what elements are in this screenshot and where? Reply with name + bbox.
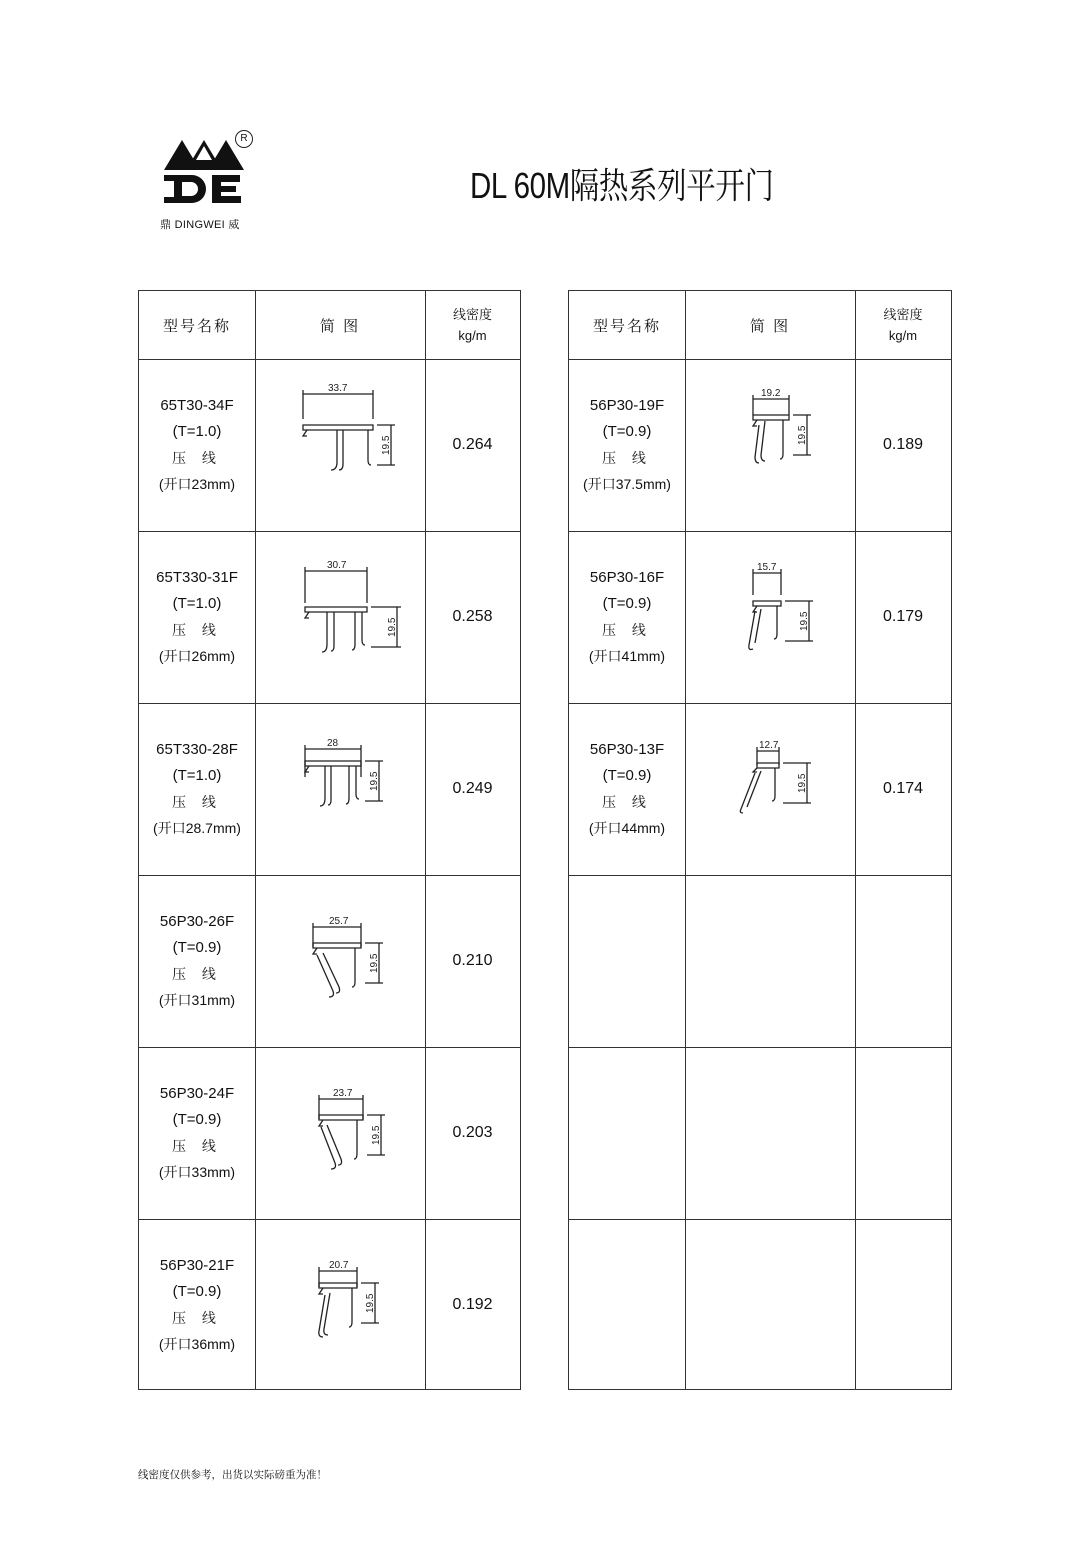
header-density-unit: kg/m	[888, 328, 918, 343]
header-model: 型号名称	[592, 317, 661, 335]
height-dimension: 19.5	[381, 435, 392, 455]
width-dimension: 30.7	[327, 560, 347, 571]
profile-diagram	[685, 531, 855, 703]
profile-diagram	[255, 531, 425, 703]
density-value: 0.189	[882, 436, 924, 453]
model-cell	[139, 1219, 255, 1391]
height-dimension: 19.5	[797, 425, 808, 445]
height-dimension: 19.5	[365, 1293, 376, 1313]
table-row	[139, 531, 520, 703]
model-thickness: (T=0.9)	[602, 595, 652, 612]
profile-diagram	[255, 359, 425, 531]
table-row	[139, 875, 520, 1047]
footnote: 线密度仅供参考，出货以实际磅重为准！	[138, 1469, 327, 1481]
height-dimension: 19.5	[369, 953, 380, 973]
model-opening: (开口37.5mm)	[583, 476, 671, 492]
density-value: 0.264	[452, 436, 493, 453]
width-dimension: 33.7	[328, 383, 348, 394]
density-value: 0.210	[452, 952, 493, 969]
model-type: 压 线	[602, 450, 652, 466]
header-density-unit: kg/m	[458, 328, 487, 343]
width-dimension: 19.2	[761, 388, 781, 399]
model-cell	[139, 531, 255, 703]
model-opening: (开口36mm)	[158, 1336, 236, 1352]
header-density-label: 线密度	[452, 307, 492, 322]
model-type: 压 线	[172, 794, 222, 810]
model-cell	[139, 359, 255, 531]
width-dimension: 20.7	[329, 1260, 349, 1271]
model-code: 56P30-21F	[159, 1257, 235, 1274]
page-title: DL 60M隔热系列平开门	[470, 165, 774, 206]
model-code: 56P30-26F	[159, 913, 235, 930]
width-dimension: 28	[327, 738, 339, 749]
model-cell	[569, 703, 685, 875]
header-diagram: 简 图	[319, 317, 361, 335]
model-code: 56P30-24F	[159, 1085, 235, 1102]
model-code: 56P30-16F	[589, 569, 665, 586]
model-cell	[569, 359, 685, 531]
width-dimension: 12.7	[759, 740, 779, 751]
table-row	[139, 1047, 520, 1219]
profile-diagram	[685, 359, 855, 531]
header-model: 型号名称	[162, 317, 231, 335]
model-opening: (开口41mm)	[588, 648, 666, 664]
model-thickness: (T=0.9)	[602, 767, 652, 784]
height-dimension: 19.5	[797, 773, 808, 793]
model-opening: (开口23mm)	[158, 476, 236, 492]
logo-brand-text: 鼎 DINGWEI 威	[160, 219, 240, 231]
density-value: 0.249	[452, 780, 493, 797]
model-code: 65T330-31F	[156, 569, 238, 586]
model-type: 压 线	[172, 1310, 222, 1326]
table-row	[569, 531, 951, 703]
model-thickness: (T=1.0)	[172, 595, 222, 612]
model-code: 65T330-28F	[156, 741, 238, 758]
model-cell	[139, 703, 255, 875]
profile-diagram	[255, 1219, 425, 1391]
density-value: 0.258	[452, 608, 493, 625]
table-row	[569, 703, 951, 875]
model-type: 压 线	[602, 794, 652, 810]
model-code: 65T30-34F	[160, 397, 234, 414]
width-dimension: 23.7	[333, 1088, 353, 1099]
model-type: 压 线	[172, 450, 222, 466]
table-header	[139, 291, 520, 360]
model-opening: (开口44mm)	[588, 820, 666, 836]
model-thickness: (T=1.0)	[172, 767, 222, 784]
profile-diagram	[255, 1047, 425, 1219]
model-cell	[139, 1047, 255, 1219]
model-thickness: (T=1.0)	[172, 423, 222, 440]
model-cell	[139, 875, 255, 1047]
model-type: 压 线	[172, 622, 222, 638]
width-dimension: 15.7	[757, 562, 777, 573]
header-density	[425, 291, 520, 359]
model-opening: (开口33mm)	[158, 1164, 236, 1180]
model-cell	[569, 531, 685, 703]
header-diagram: 简 图	[749, 317, 791, 335]
model-opening: (开口28.7mm)	[153, 820, 241, 836]
density-value: 0.179	[882, 608, 924, 625]
height-dimension: 19.5	[369, 771, 380, 791]
model-opening: (开口26mm)	[158, 648, 236, 664]
model-type: 压 线	[602, 622, 652, 638]
header-density-label: 线密度	[883, 307, 923, 322]
profile-diagram	[685, 703, 855, 875]
profile-diagram	[255, 703, 425, 875]
height-dimension: 19.5	[371, 1125, 382, 1145]
height-dimension: 19.5	[387, 617, 398, 637]
table-row	[139, 703, 520, 875]
registered-mark: R	[235, 130, 253, 148]
model-thickness: (T=0.9)	[602, 423, 652, 440]
model-code: 56P30-13F	[589, 741, 665, 758]
table-header	[569, 291, 951, 360]
table-row	[139, 1219, 520, 1391]
table-row	[139, 359, 520, 531]
model-type: 压 线	[172, 966, 222, 982]
profile-diagram	[255, 875, 425, 1047]
profile-table-left	[138, 290, 521, 1390]
model-thickness: (T=0.9)	[172, 1283, 222, 1300]
density-value: 0.174	[882, 780, 924, 797]
table-row	[569, 359, 951, 531]
profile-table-right	[568, 290, 952, 1390]
model-thickness: (T=0.9)	[172, 1111, 222, 1128]
density-value: 0.203	[452, 1124, 493, 1141]
density-value: 0.192	[452, 1296, 493, 1313]
model-thickness: (T=0.9)	[172, 939, 222, 956]
width-dimension: 25.7	[329, 916, 349, 927]
model-code: 56P30-19F	[589, 397, 665, 414]
model-type: 压 线	[172, 1138, 222, 1154]
height-dimension: 19.5	[799, 611, 810, 631]
header-density	[855, 291, 951, 359]
model-opening: (开口31mm)	[158, 992, 236, 1008]
